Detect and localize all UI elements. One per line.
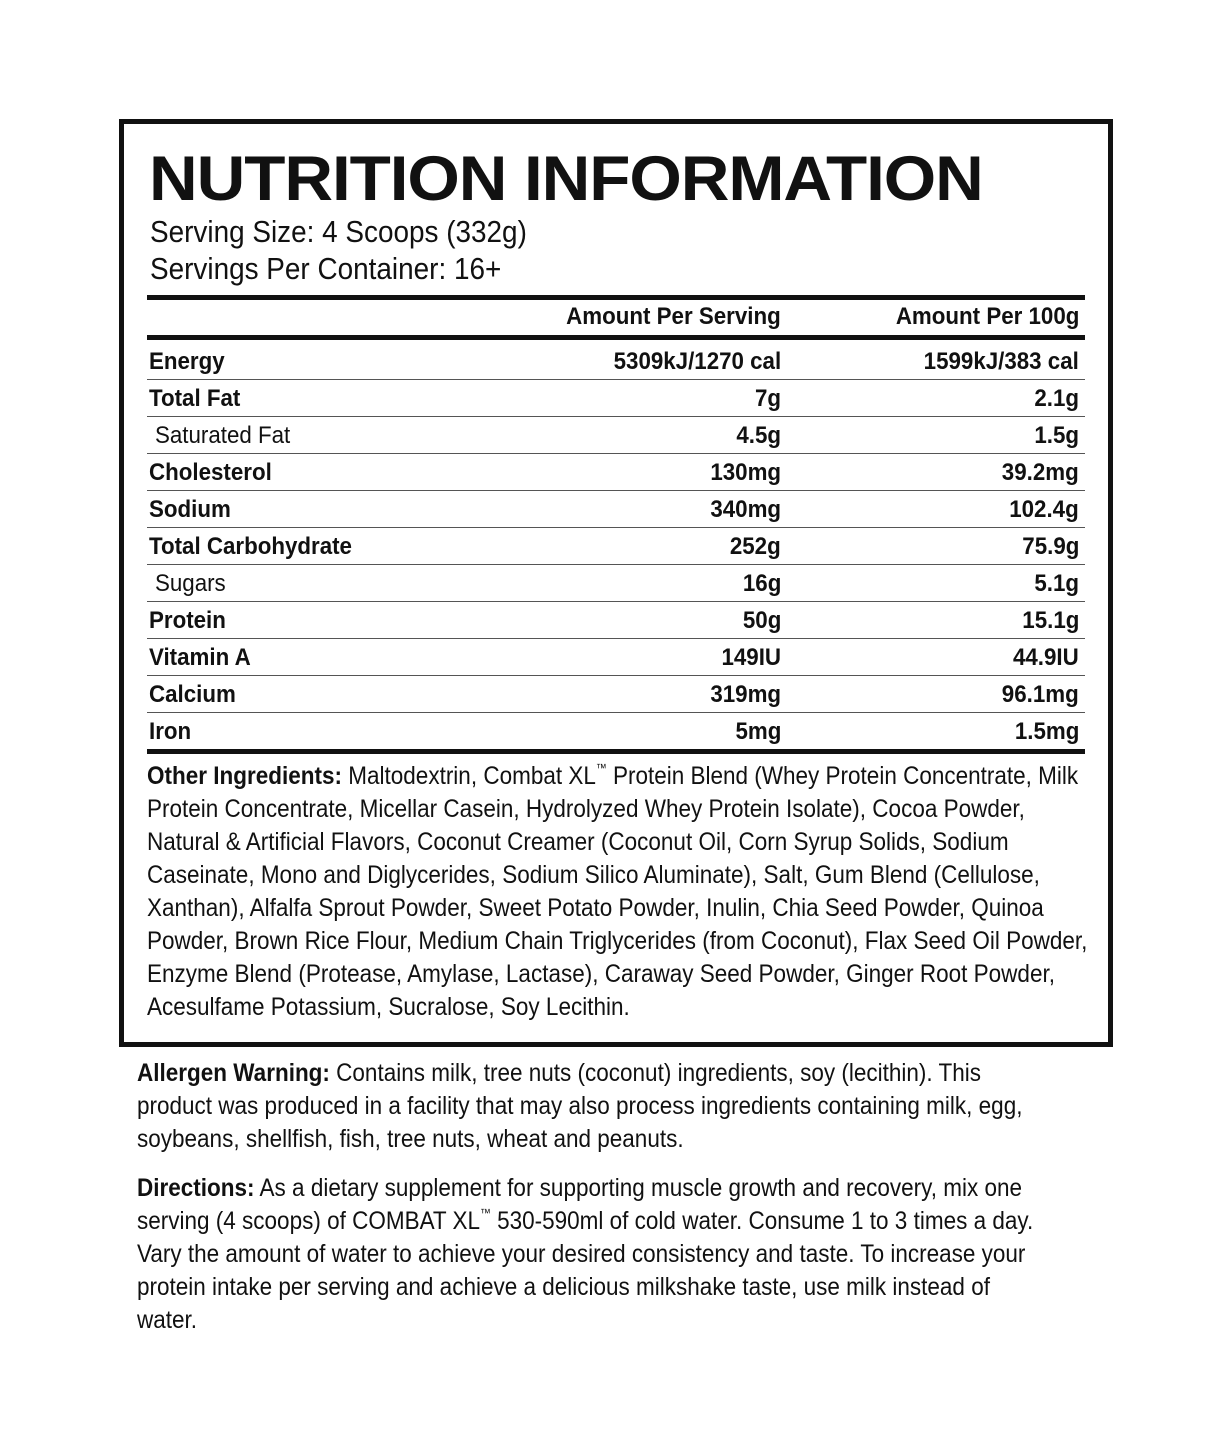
amount-per-100g: 5.1g — [1034, 570, 1079, 597]
row-divider — [147, 601, 1085, 602]
amount-per-100g: 1599kJ/383 cal — [923, 348, 1079, 375]
nutrient-name: Sodium — [149, 496, 231, 523]
amount-per-100g: 96.1mg — [1002, 681, 1079, 708]
other-ingredients — [147, 760, 1092, 1024]
allergen-text: Contains milk, tree nuts (coconut) ingredients, soy (lecithin). This product was produced in a facility that may also process ingredients containing milk, egg, soybeans, shellfish, fish, tree nuts, wheat and peanuts. — [137, 1059, 1023, 1153]
directions-text-b: 530-590ml of cold water. Consume 1 to 3 times a day. Vary the amount of water to achieve your desired consistency and taste. To increase your protein intake per serving and achieve a delicious milkshake taste, use milk instead of water. — [137, 1207, 1034, 1334]
nutrient-name: Total Carbohydrate — [149, 533, 352, 560]
amount-per-serving: 5mg — [735, 718, 781, 745]
amount-per-100g: 102.4g — [1009, 496, 1079, 523]
amount-per-serving: 252g — [730, 533, 781, 560]
amount-per-100g: 1.5mg — [1014, 718, 1079, 745]
nutrient-name: Cholesterol — [149, 459, 272, 486]
trademark-symbol: ™ — [595, 761, 607, 775]
row-divider — [147, 712, 1085, 713]
amount-per-100g: 15.1g — [1021, 607, 1079, 634]
amount-per-serving: 50g — [742, 607, 781, 634]
trademark-symbol: ™ — [480, 1206, 491, 1220]
amount-per-100g: 2.1g — [1034, 385, 1079, 412]
amount-per-serving: 340mg — [710, 496, 781, 523]
ingredients-label: Other Ingredients: — [147, 762, 343, 790]
nutrient-name: Total Fat — [149, 385, 241, 412]
amount-per-serving: 130mg — [710, 459, 781, 486]
serving-size: Serving Size: 4 Scoops (332g) — [150, 214, 527, 249]
ingredients-text-a: Maltodextrin, Combat XL — [342, 762, 596, 790]
nutrient-name: Energy — [149, 348, 225, 375]
amount-per-100g: 44.9IU — [1013, 644, 1079, 671]
amount-per-100g: 75.9g — [1021, 533, 1079, 560]
row-divider — [147, 564, 1085, 565]
nutrient-name: Protein — [149, 607, 226, 634]
nutrient-name: Saturated Fat — [155, 422, 291, 449]
directions-label: Directions: — [137, 1174, 255, 1202]
directions — [137, 1172, 1055, 1337]
amount-per-100g: 1.5g — [1034, 422, 1079, 449]
row-divider — [147, 638, 1085, 639]
servings-per-container: Servings Per Container: 16+ — [150, 251, 502, 286]
amount-per-serving: 319mg — [710, 681, 781, 708]
column-header-per-100g: Amount Per 100g — [895, 303, 1079, 330]
amount-per-serving: 16g — [742, 570, 781, 597]
column-header-rule — [147, 335, 1085, 340]
allergen-warning — [137, 1057, 1055, 1156]
ingredients-text-b: Protein Blend (Whey Protein Concentrate, Milk Protein Concentrate, Micellar Casein, Hydrolyzed Whey Protein Isolate), Cocoa Powder, Natural & Artificial Flavors, Coconut Creamer (Coconut Oil, Corn Syrup Solids, Sodium Caseinate, Mono and Diglycerides, Sodium Silico Aluminate), Salt, Gum Blend (Cellulose, Xanthan), Alfalfa Sprout Powder, Sweet Potato Powder, Inulin, Chia Seed Powder, Quinoa Powder, Brown Rice Flour, Medium Chain Triglycerides (from Coconut), Flax Seed Oil Powder, Enzyme Blend (Protease, Amylase, Lactase), Caraway Seed Powder, Ginger Root Powder, Acesulfame Potassium, Sucralose, Soy Lecithin. — [147, 762, 1088, 1021]
nutrition-panel — [119, 119, 1113, 1047]
row-divider — [147, 527, 1085, 528]
row-divider — [147, 453, 1085, 454]
allergen-label: Allergen Warning: — [137, 1059, 330, 1087]
nutrient-name: Calcium — [149, 681, 236, 708]
row-divider — [147, 675, 1085, 676]
page-title: NUTRITION INFORMATION — [149, 144, 983, 214]
amount-per-serving: 4.5g — [736, 422, 781, 449]
nutrient-name: Vitamin A — [149, 644, 251, 671]
row-divider — [147, 379, 1085, 380]
amount-per-serving: 7g — [754, 385, 781, 412]
column-header-per-serving: Amount Per Serving — [566, 303, 781, 330]
row-divider — [147, 490, 1085, 491]
directions-text-a: As a dietary supplement for supporting muscle growth and recovery, mix one serving (4 scoops) of COMBAT XL — [137, 1174, 1022, 1235]
nutrient-name: Iron — [149, 718, 192, 745]
table-bottom-rule — [147, 749, 1085, 754]
amount-per-100g: 39.2mg — [1002, 459, 1079, 486]
row-divider — [147, 416, 1085, 417]
nutrient-name: Sugars — [155, 570, 226, 597]
amount-per-serving: 149IU — [721, 644, 781, 671]
amount-per-serving: 5309kJ/1270 cal — [613, 348, 781, 375]
header-rule — [147, 295, 1085, 300]
